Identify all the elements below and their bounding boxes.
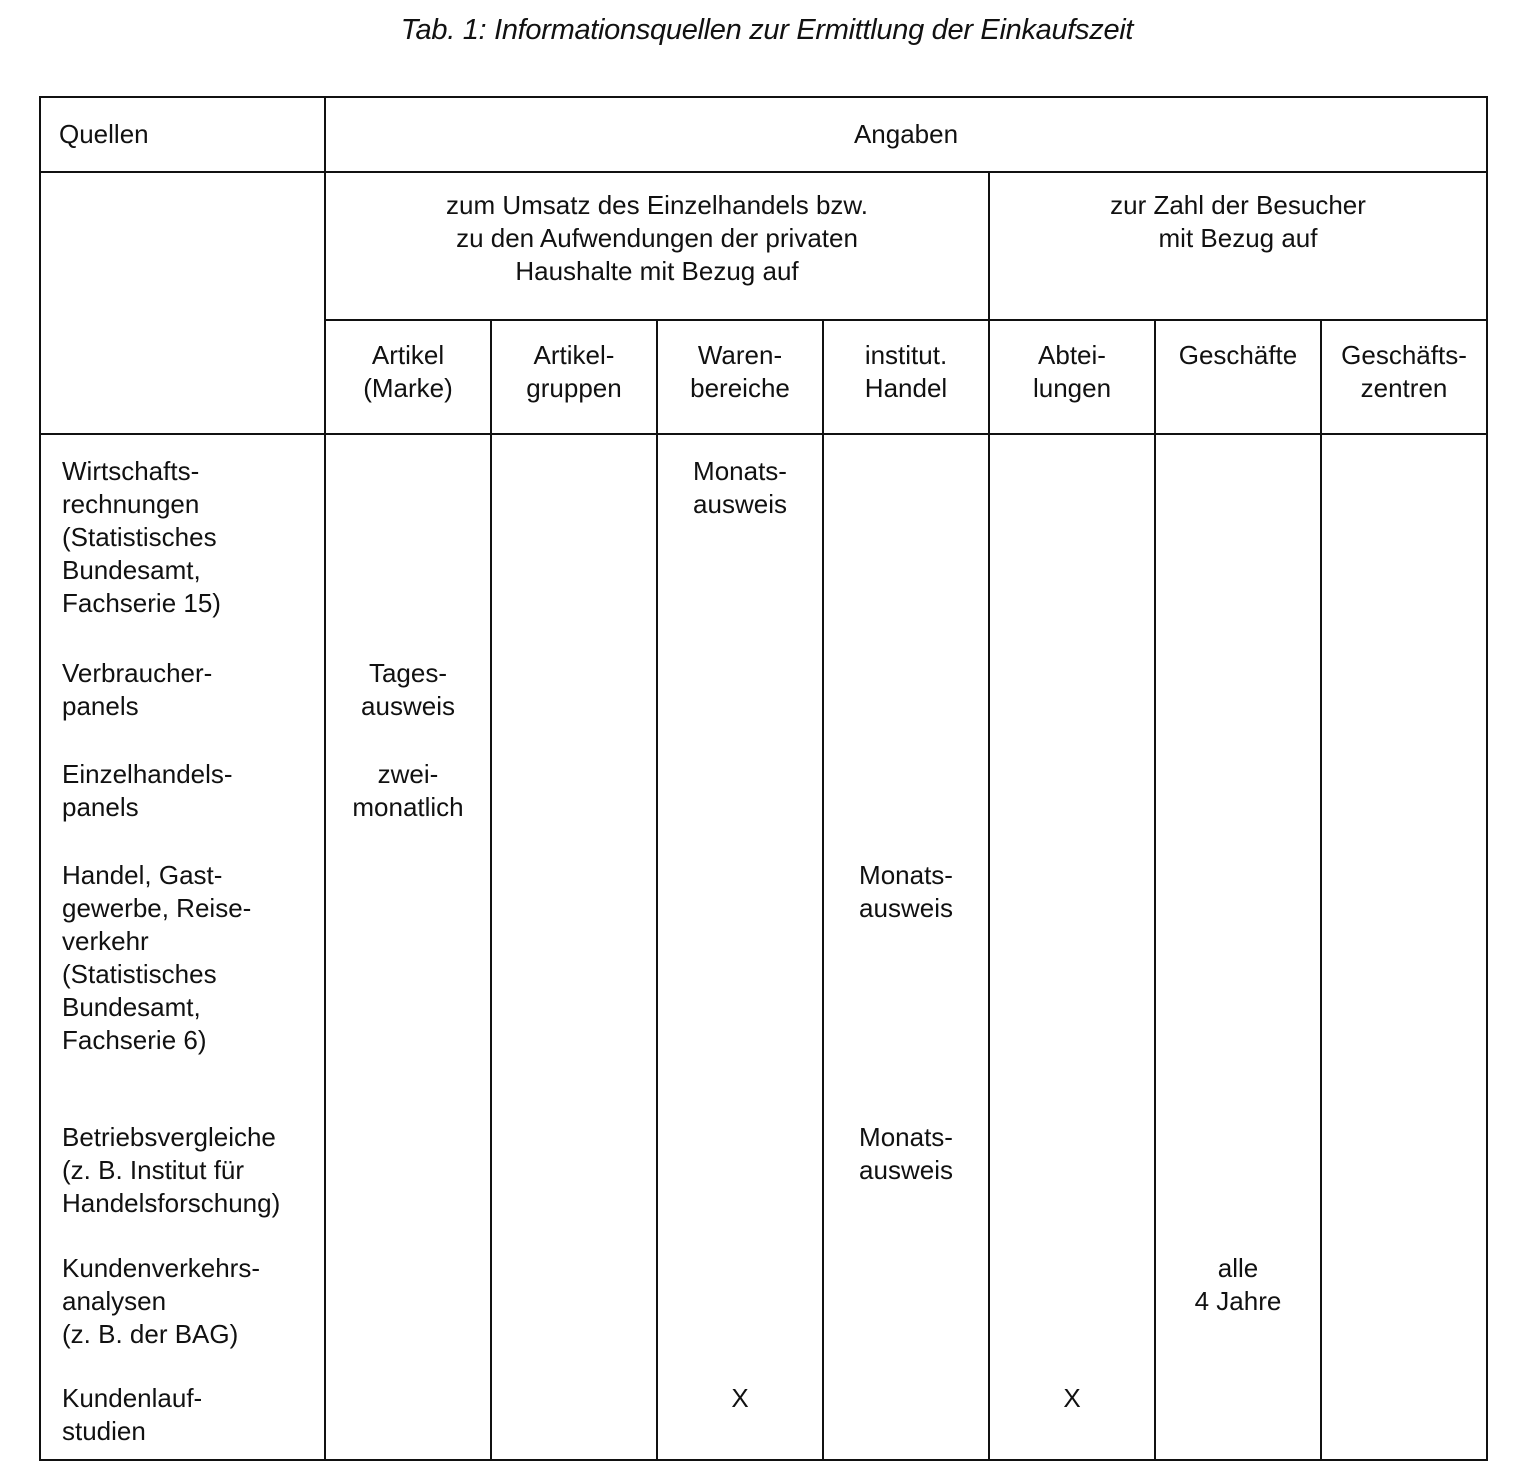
column-header-artikelgruppen: Artikel- gruppen [491,320,657,434]
column-header-geschaeftszentren: Geschäfts- zentren [1321,320,1487,434]
sources-column [40,434,325,1460]
values-column-warenbereiche [657,434,823,1460]
values-column-institut-handel [823,434,989,1460]
value-kundenlaufstudien-warenbereiche: X [731,1383,749,1413]
column-header-geschaefte: Geschäfte [1155,320,1321,434]
value-wirtschaftsrechnungen-warenbereiche: Monats- ausweis [693,456,787,519]
header-angaben: Angaben [325,97,1487,172]
source-verbraucherpanels: Verbraucher- panels [62,658,213,721]
values-column-artikelgruppen [491,434,657,1460]
source-kundenverkehrsanalysen: Kundenverkehrs- analysen (z. B. der BAG) [62,1253,260,1349]
value-handel-gastgewerbe-institut: Monats- ausweis [859,860,953,923]
header-group-umsatz: zum Umsatz des Einzelhandels bzw. zu den Aufwendungen der privaten Haushalte mit Bezug auf [325,172,989,320]
values-column-artikel [325,434,491,1460]
value-kundenlaufstudien-abteilungen: X [1063,1383,1081,1413]
table-caption: Tab. 1: Informationsquellen zur Ermittlung der Einkaufszeit [400,14,1134,46]
header-group-besucher: zur Zahl der Besucher mit Bezug auf [989,172,1487,320]
source-handel-gastgewerbe: Handel, Gast- gewerbe, Reise- verkehr (Statistisches Bundesamt, Fachserie 6) [62,860,252,1055]
column-header-artikel: Artikel (Marke) [325,320,491,434]
column-header-abteilungen: Abtei- lungen [989,320,1155,434]
source-einzelhandelspanels: Einzelhandels- panels [62,759,233,822]
value-einzelhandelspanels-artikel: zwei- monatlich [352,759,464,822]
header-empty-cell [40,172,325,434]
column-header-warenbereiche: Waren- bereiche [657,320,823,434]
values-column-geschaefte [1155,434,1321,1460]
source-kundenlaufstudien: Kundenlauf- studien [62,1383,203,1446]
header-quellen: Quellen [40,97,325,172]
value-kundenverkehrsanalysen-geschaefte: alle 4 Jahre [1194,1253,1282,1316]
source-wirtschaftsrechnungen: Wirtschafts- rechnungen (Statistisches Bundesamt, Fachserie 15) [62,456,221,618]
value-betriebsvergleiche-institut: Monats- ausweis [859,1122,953,1185]
value-verbraucherpanels-artikel: Tages- ausweis [361,658,455,721]
values-column-abteilungen [989,434,1155,1460]
source-table [39,96,1488,1461]
column-header-institut-handel: institut. Handel [823,320,989,434]
source-betriebsvergleiche: Betriebsvergleiche (z. B. Institut für Handelsforschung) [62,1122,281,1218]
values-column-geschaeftszentren [1321,434,1487,1460]
